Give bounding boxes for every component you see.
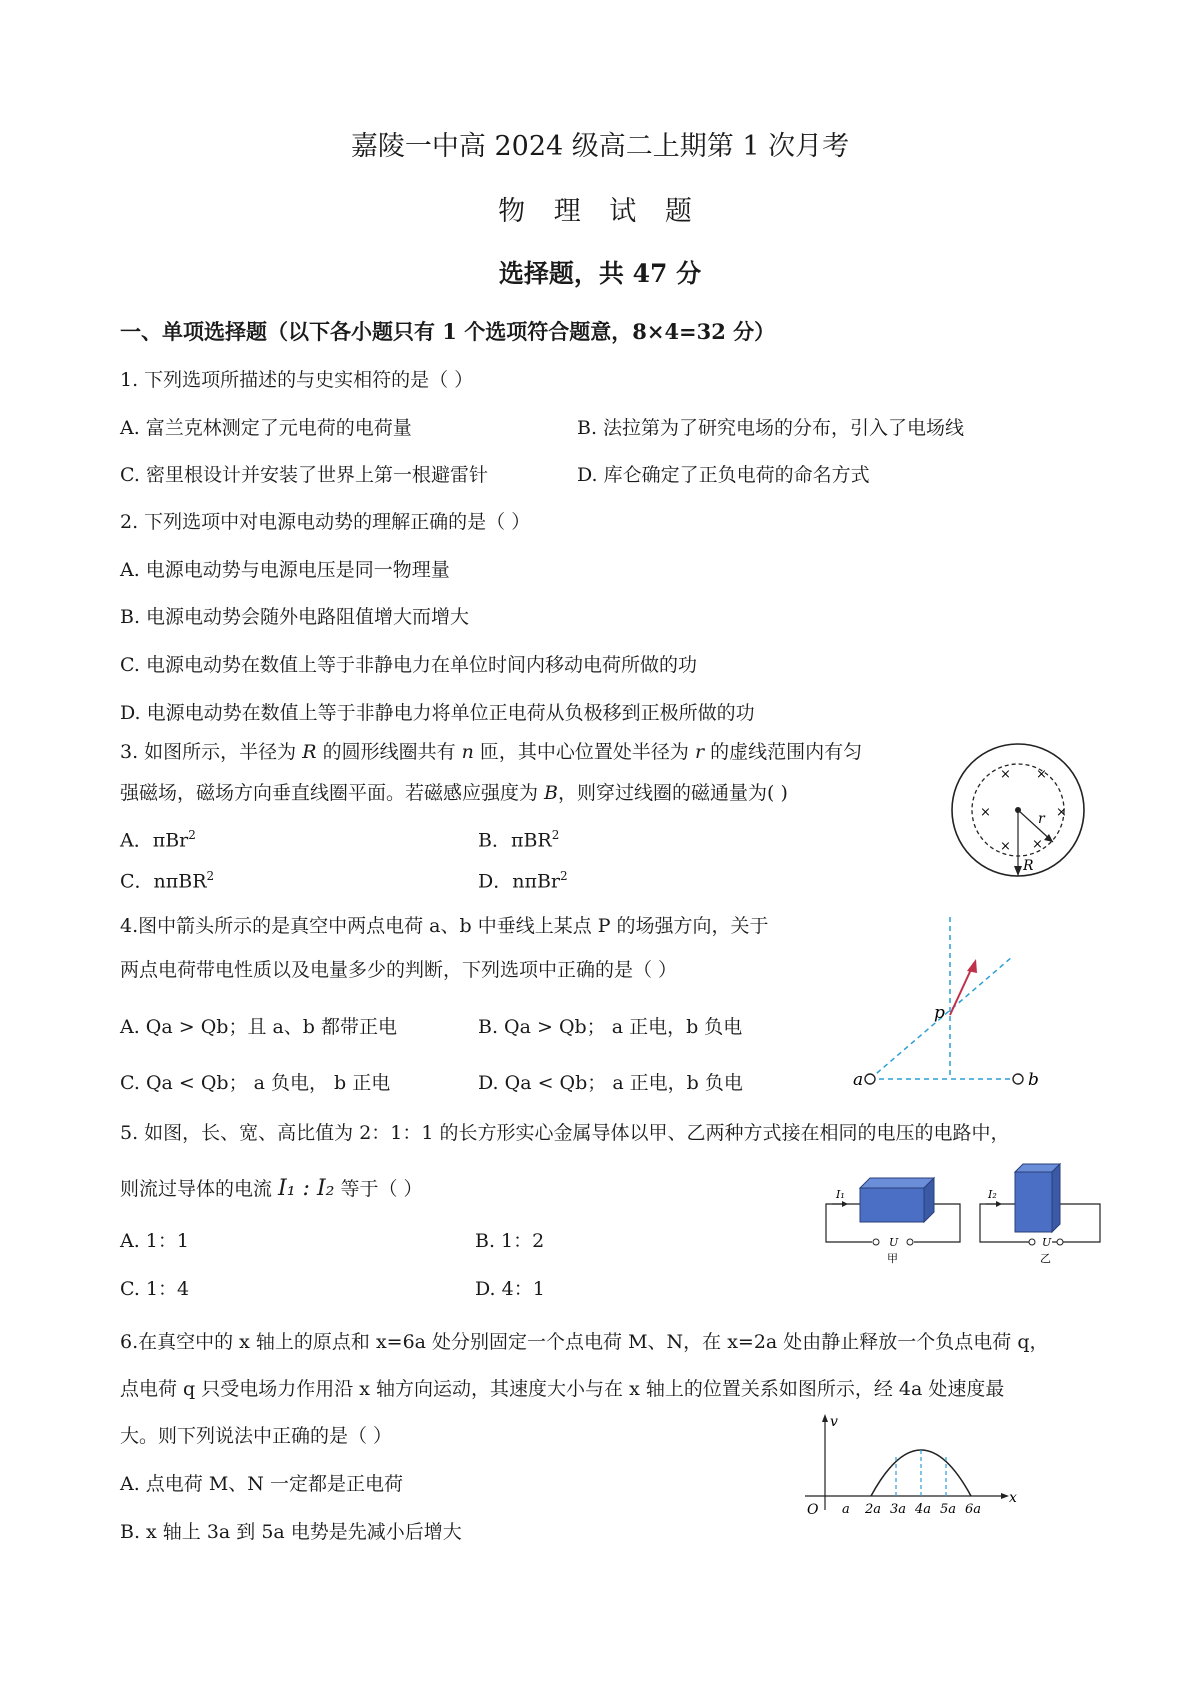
q2-option-a: A. 电源电动势与电源电压是同一物理量 (120, 559, 450, 581)
circuit-jia (826, 1178, 960, 1265)
section-heading: 选择题，共 47 分 (498, 259, 702, 288)
tick-label: 3a (890, 1502, 907, 1517)
charge-a-label: a (853, 1070, 864, 1090)
q3-option-b: B．πBR$^2$ (478, 828, 560, 852)
label-U-jia: U (889, 1236, 899, 1249)
part-heading: 一、单项选择题（以下各小题只有 1 个选项符合题意，8×4=32 分） (120, 319, 776, 344)
label-yi: 乙 (1040, 1252, 1051, 1265)
q4-option-d: D. Qa < Qb； a 正电，b 负电 (478, 1072, 743, 1094)
q5-option-b: B. 1：2 (475, 1230, 545, 1252)
q3-option-c: C．nπBR$^2$ (120, 869, 215, 893)
q4-stem-line2: 两点电荷带电性质以及电量多少的判断，下列选项中正确的是（ ） (120, 959, 678, 981)
q5-circuit-figure (820, 1150, 1110, 1270)
label-I2: I₂ (988, 1188, 997, 1201)
axis-v-label: v (830, 1414, 838, 1430)
tick-label: a (842, 1502, 850, 1517)
field-mark: × (1056, 805, 1067, 820)
origin-label: O (807, 1502, 819, 1518)
q1-option-b: B. 法拉第为了研究电场的分布，引入了电场线 (577, 417, 965, 439)
q4-option-a: A. Qa > Qb；且 a、b 都带正电 (120, 1016, 398, 1038)
label-I1: I₁ (836, 1188, 845, 1201)
field-mark: × (1000, 839, 1011, 854)
q6-velocity-graph (795, 1410, 1025, 1520)
tick-label: 5a (940, 1502, 957, 1517)
field-mark: × (1032, 837, 1043, 852)
q4-option-b: B. Qa > Qb； a 正电，b 负电 (478, 1016, 743, 1038)
label-U-yi: U (1042, 1236, 1052, 1249)
q5-option-d: D. 4：1 (475, 1278, 545, 1300)
q4-stem-line1: 4.图中箭头所示的是真空中两点电荷 a、b 中垂线上某点 P 的场强方向，关于 (120, 915, 769, 937)
q3-stem-line1: 3. 如图所示，半径为 R 的圆形线圈共有 n 匝，其中心位置处半径为 r 的虚线范围内有匀 (120, 741, 863, 763)
q1-option-d: D. 库仑确定了正负电荷的命名方式 (577, 464, 870, 486)
label-jia: 甲 (887, 1252, 898, 1265)
q3-option-a: A．πBr$^2$ (120, 828, 196, 852)
q5-option-c: C. 1：4 (120, 1278, 190, 1300)
exam-title: 嘉陵一中高 2024 级高二上期第 1 次月考 (350, 131, 850, 162)
circuit-yi (980, 1164, 1100, 1265)
label-R: R (1023, 858, 1034, 874)
axis-x-label: x (1009, 1490, 1017, 1506)
q6-option-b: B. x 轴上 3a 到 5a 电势是先减小后增大 (120, 1521, 462, 1543)
q5-stem-line2: 则流过导体的电流 I₁ : I₂ 等于（ ） (120, 1176, 423, 1201)
exam-subtitle: 物 理 试 题 (498, 196, 702, 227)
q6-option-a: A. 点电荷 M、N 一定都是正电荷 (120, 1473, 403, 1495)
q3-stem-line2: 强磁场，磁场方向垂直线圈平面。若磁感应强度为 B，则穿过线圈的磁通量为( ) (120, 782, 788, 804)
q4-field-figure (850, 915, 1050, 1095)
q1-option-a: A. 富兰克林测定了元电荷的电荷量 (120, 417, 412, 439)
tick-label: 2a (865, 1502, 882, 1517)
q2-stem: 2. 下列选项中对电源电动势的理解正确的是（ ） (120, 511, 531, 533)
field-mark: × (1000, 767, 1011, 782)
q5-stem-line1: 5. 如图，长、宽、高比值为 2：1：1 的长方形实心金属导体以甲、乙两种方式接在相同的电压的电路中， (120, 1122, 1010, 1144)
q3-coil-figure (948, 740, 1088, 880)
field-mark: × (1036, 767, 1047, 782)
label-r: r (1038, 811, 1045, 827)
q2-option-c: C. 电源电动势在数值上等于非静电力在单位时间内移动电荷所做的功 (120, 654, 697, 676)
q5-option-a: A. 1：1 (120, 1230, 189, 1252)
q2-option-b: B. 电源电动势会随外电路阻值增大而增大 (120, 606, 470, 628)
q1-stem: 1. 下列选项所描述的与史实相符的是（ ） (120, 369, 474, 391)
q3-option-d: D．nπBr$^2$ (478, 869, 568, 893)
q1-option-c: C. 密里根设计并安装了世界上第一根避雷针 (120, 464, 488, 486)
q6-stem-line3: 大。则下列说法中正确的是（ ） (120, 1425, 393, 1447)
field-mark: × (980, 805, 991, 820)
q2-option-d: D. 电源电动势在数值上等于非静电力将单位正电荷从负极移到正极所做的功 (120, 702, 755, 724)
q6-stem-line2: 点电荷 q 只受电场力作用沿 x 轴方向运动，其速度大小与在 x 轴上的位置关系如图所示，经 4a 处速度最 (120, 1378, 1005, 1400)
charge-b-label: b (1028, 1070, 1039, 1090)
q6-stem-line1: 6.在真空中的 x 轴上的原点和 x=6a 处分别固定一个点电荷 M、N，在 x=2a 处由静止释放一个负点电荷 q， (120, 1331, 1049, 1353)
tick-label: 4a (915, 1502, 932, 1517)
tick-label: 6a (965, 1502, 982, 1517)
point-p-label: p (934, 1003, 945, 1023)
q4-option-c: C. Qa < Qb； a 负电， b 正电 (120, 1072, 391, 1094)
